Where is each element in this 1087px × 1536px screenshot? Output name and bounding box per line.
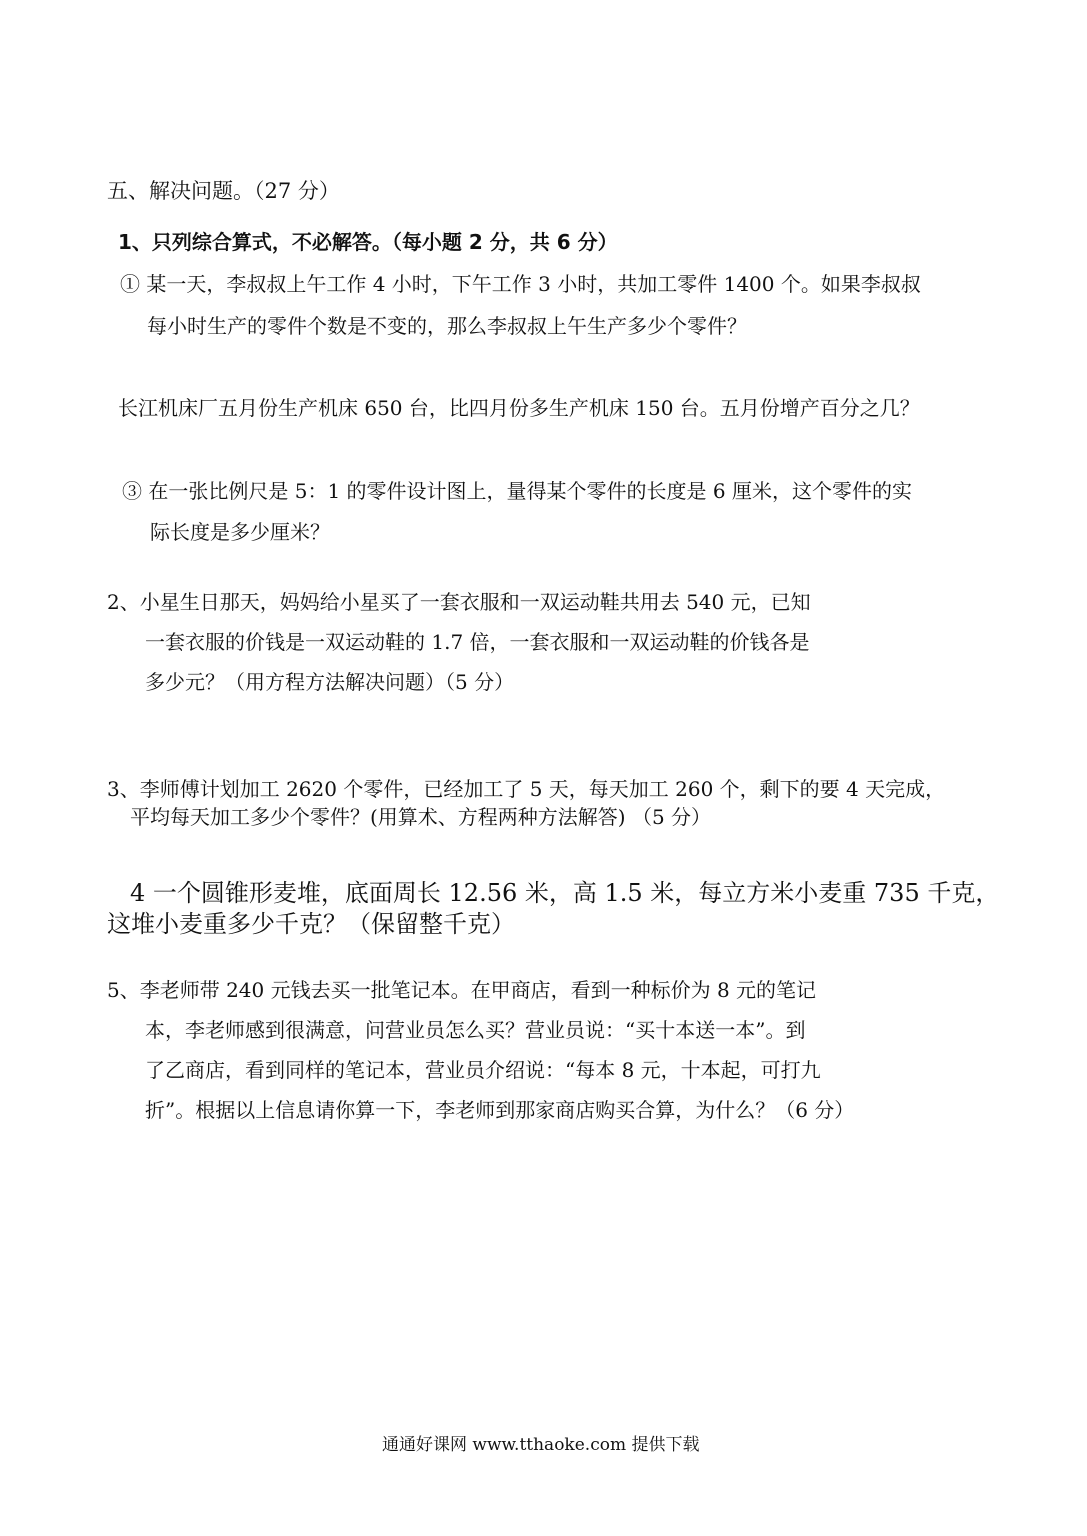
question-3-line-1: 3、李师傅计划加工 2620 个零件，已经加工了 5 天，每天加工 260 个，剩下的要 4 天完成， xyxy=(107,777,946,801)
page-footer: 通通好课网 www.tthaoke.com 提供下载 xyxy=(382,1435,700,1455)
question-5-line-1: 5、李老师带 240 元钱去买一批笔记本。在甲商店，看到一种标价为 8 元的笔记 xyxy=(107,978,817,1002)
question-2-line-3: 多少元？（用方程方法解决问题）（5 分） xyxy=(145,670,515,694)
question-4-line-2: 这堆小麦重多少千克？（保留整千克） xyxy=(107,910,515,938)
question-1-item-3-line-1: ③ 在一张比例尺是 5：1 的零件设计图上，量得某个零件的长度是 6 厘米，这个零件的实 xyxy=(122,479,912,503)
question-5-line-4: 折”。根据以上信息请你算一下，李老师到那家商店购买合算，为什么？（6 分） xyxy=(145,1098,855,1122)
question-1-item-3-line-2: 际长度是多少厘米？ xyxy=(150,520,330,544)
section-heading: 五、解决问题。（27 分） xyxy=(107,179,340,203)
question-1-heading: 1、只列综合算式，不必解答。（每小题 2 分，共 6 分） xyxy=(118,230,618,254)
question-5-line-2: 本，李老师感到很满意，问营业员怎么买？营业员说：“买十本送一本”。到 xyxy=(145,1018,806,1042)
question-3-line-2: 平均每天加工多少个零件？(用算术、方程两种方法解答) （5 分） xyxy=(130,805,712,829)
question-1-item-2-line-1: 长江机床厂五月份生产机床 650 台，比四月份多生产机床 150 台。五月份增产百分之几？ xyxy=(118,396,920,420)
question-1-item-1-line-1: ① 某一天，李叔叔上午工作 4 小时，下午工作 3 小时，共加工零件 1400 个。如果李叔叔 xyxy=(120,272,921,296)
question-5-line-3: 了乙商店，看到同样的笔记本，营业员介绍说：“每本 8 元，十本起，可打九 xyxy=(145,1058,821,1082)
question-2-line-1: 2、小星生日那天，妈妈给小星买了一套衣服和一双运动鞋共用去 540 元，已知 xyxy=(107,590,811,614)
question-2-line-2: 一套衣服的价钱是一双运动鞋的 1.7 倍，一套衣服和一双运动鞋的价钱各是 xyxy=(145,630,810,654)
question-1-item-1-line-2: 每小时生产的零件个数是不变的，那么李叔叔上午生产多少个零件？ xyxy=(147,314,747,338)
question-4-line-1: 4 一个圆锥形麦堆，底面周长 12.56 米，高 1.5 米，每立方米小麦重 735 千克， xyxy=(130,879,1000,907)
